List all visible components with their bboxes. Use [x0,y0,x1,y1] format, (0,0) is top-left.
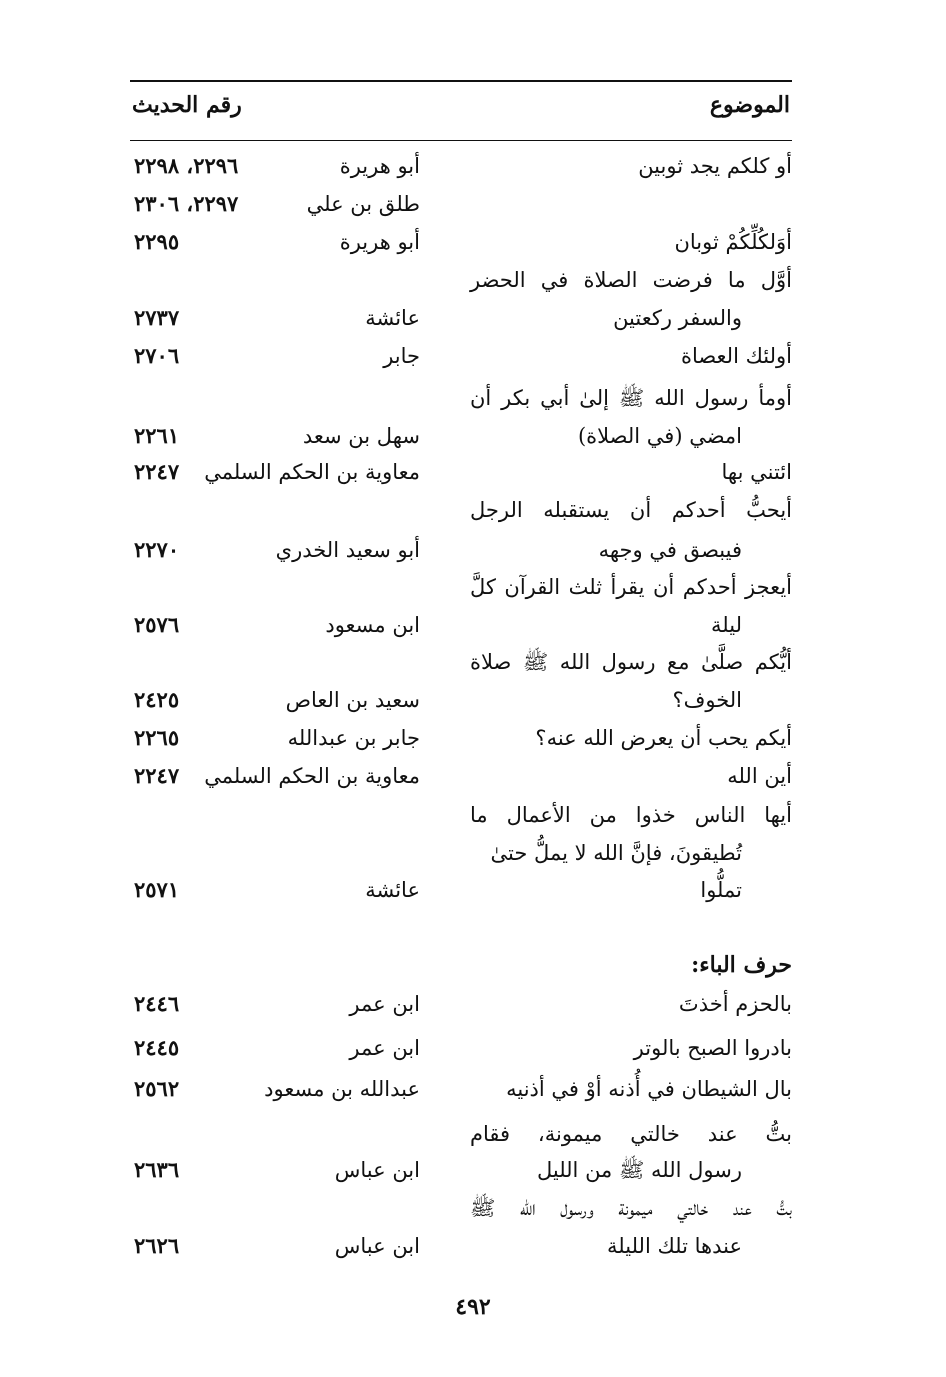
topic-cell: رسول الله ﷺ من الليل [536,1158,742,1182]
hadith-number-cell: ٢٢٩٥ [134,229,180,254]
topic-cell: بادروا الصبح بالوتر [633,1036,792,1060]
narrator-cell: ابن عمر [349,1036,420,1060]
narrator-cell: جابر بن عبدالله [287,726,420,750]
narrator-cell: أبو سعيد الخدري [275,538,420,562]
narrator-cell: عبدالله بن مسعود [264,1077,420,1101]
narrator-cell: أبو هريرة [339,230,420,254]
narrator-cell: جابر [383,344,420,368]
topic-cell: والسفر ركعتين [613,306,742,330]
topic-cell: بتُّ عند خالتي ميمونة، فقام [470,1122,792,1146]
topic-cell: عندها تلك الليلة [607,1234,742,1258]
topic-cell: أيها الناس خذوا من الأعمال ما [470,803,792,827]
topic-cell: ائتني بها [721,460,792,484]
hadith-number-cell: ٢٢٩٦، ٢٢٩٨ [134,153,239,178]
hadith-number-cell: ٢٦٢٦ [134,1233,180,1258]
page-number: ٤٩٢ [455,1294,491,1320]
topic-cell: أيعجز أحدكم أن يقرأ ثلث القرآن كلَّ [470,575,792,599]
topic-cell: الخوف؟ [672,688,742,712]
narrator-cell: أبو هريرة [339,154,420,178]
hadith-number-cell: ٢٧٣٧ [134,305,180,330]
hadith-number-cell: ٢٤٢٥ [134,687,180,712]
narrator-cell: سهل بن سعد [302,424,420,448]
topic-cell: بتُّ عند خالتي ميمونة ورسول الله ﷺ [470,1196,792,1220]
narrator-cell: معاوية بن الحكم السلمي [204,764,420,788]
hadith-number-cell: ٢٧٠٦ [134,343,180,368]
topic-cell: تُطيقونَ، فإنَّ الله لا يملُّ حتىٰ [490,841,742,865]
topic-cell: تملُّوا [700,878,742,902]
topic-cell: أومأ رسول الله ﷺ إلىٰ أبي بكر أن [470,386,792,410]
topic-cell: أوَلكُلِّكُمْ ثوبان [674,230,792,254]
topic-cell: امضي (في الصلاة) [577,424,742,448]
header-topic: الموضوع [709,92,790,118]
hadith-number-cell: ٢٤٤٥ [134,1035,180,1060]
top-rule [130,80,792,82]
narrator-cell: طلق بن علي [306,192,420,216]
topic-cell: أيحبُّ أحدكم أن يستقبله الرجل [470,498,792,522]
topic-cell: أوَّل ما فرضت الصلاة في الحضر [470,268,792,292]
hadith-number-cell: ٢٥٦٢ [134,1076,180,1101]
hadith-number-cell: ٢٢٤٧ [134,763,180,788]
hadith-number-cell: ٢٤٤٦ [134,991,180,1016]
hadith-number-cell: ٢٦٣٦ [134,1157,180,1182]
hadith-number-cell: ٢٥٧١ [134,877,180,902]
hadith-number-cell: ٢٥٧٦ [134,612,180,637]
hadith-number-cell: ٢٢٦١ [134,423,180,448]
hadith-number-cell: ٢٢٧٠ [134,537,180,562]
topic-cell: أين الله [727,764,792,788]
hadith-number-cell: ٢٢٤٧ [134,459,180,484]
narrator-cell: ابن عباس [334,1158,420,1182]
narrator-cell: ابن مسعود [325,613,420,637]
topic-cell: فيبصق في وجهه [598,538,742,562]
hadith-number-cell: ٢٢٦٥ [134,725,180,750]
topic-cell: ليلة [711,613,742,637]
header-rule [130,140,792,141]
header-hadith-number: رقم الحديث [132,92,242,118]
narrator-cell: سعيد بن العاص [285,688,420,712]
narrator-cell: عائشة [365,878,420,902]
narrator-cell: معاوية بن الحكم السلمي [204,460,420,484]
narrator-cell: عائشة [365,306,420,330]
topic-cell: أيُّكم صلَّىٰ مع رسول الله ﷺ صلاة [470,650,792,674]
topic-cell: أولئك العصاة [680,344,792,368]
topic-cell: بالحزم أخذتَ [678,992,792,1016]
topic-cell: أيكم يحب أن يعرض الله عنه؟ [535,726,792,750]
narrator-cell: ابن عباس [334,1234,420,1258]
topic-cell: بال الشيطان في أُذنه أوْ في أذنيه [506,1077,792,1101]
hadith-number-cell: ٢٢٩٧، ٢٣٠٦ [134,191,239,216]
section-heading: حرف الباء: [691,952,792,978]
narrator-cell: ابن عمر [349,992,420,1016]
topic-cell: أو كلكم يجد ثوبين [638,154,792,178]
